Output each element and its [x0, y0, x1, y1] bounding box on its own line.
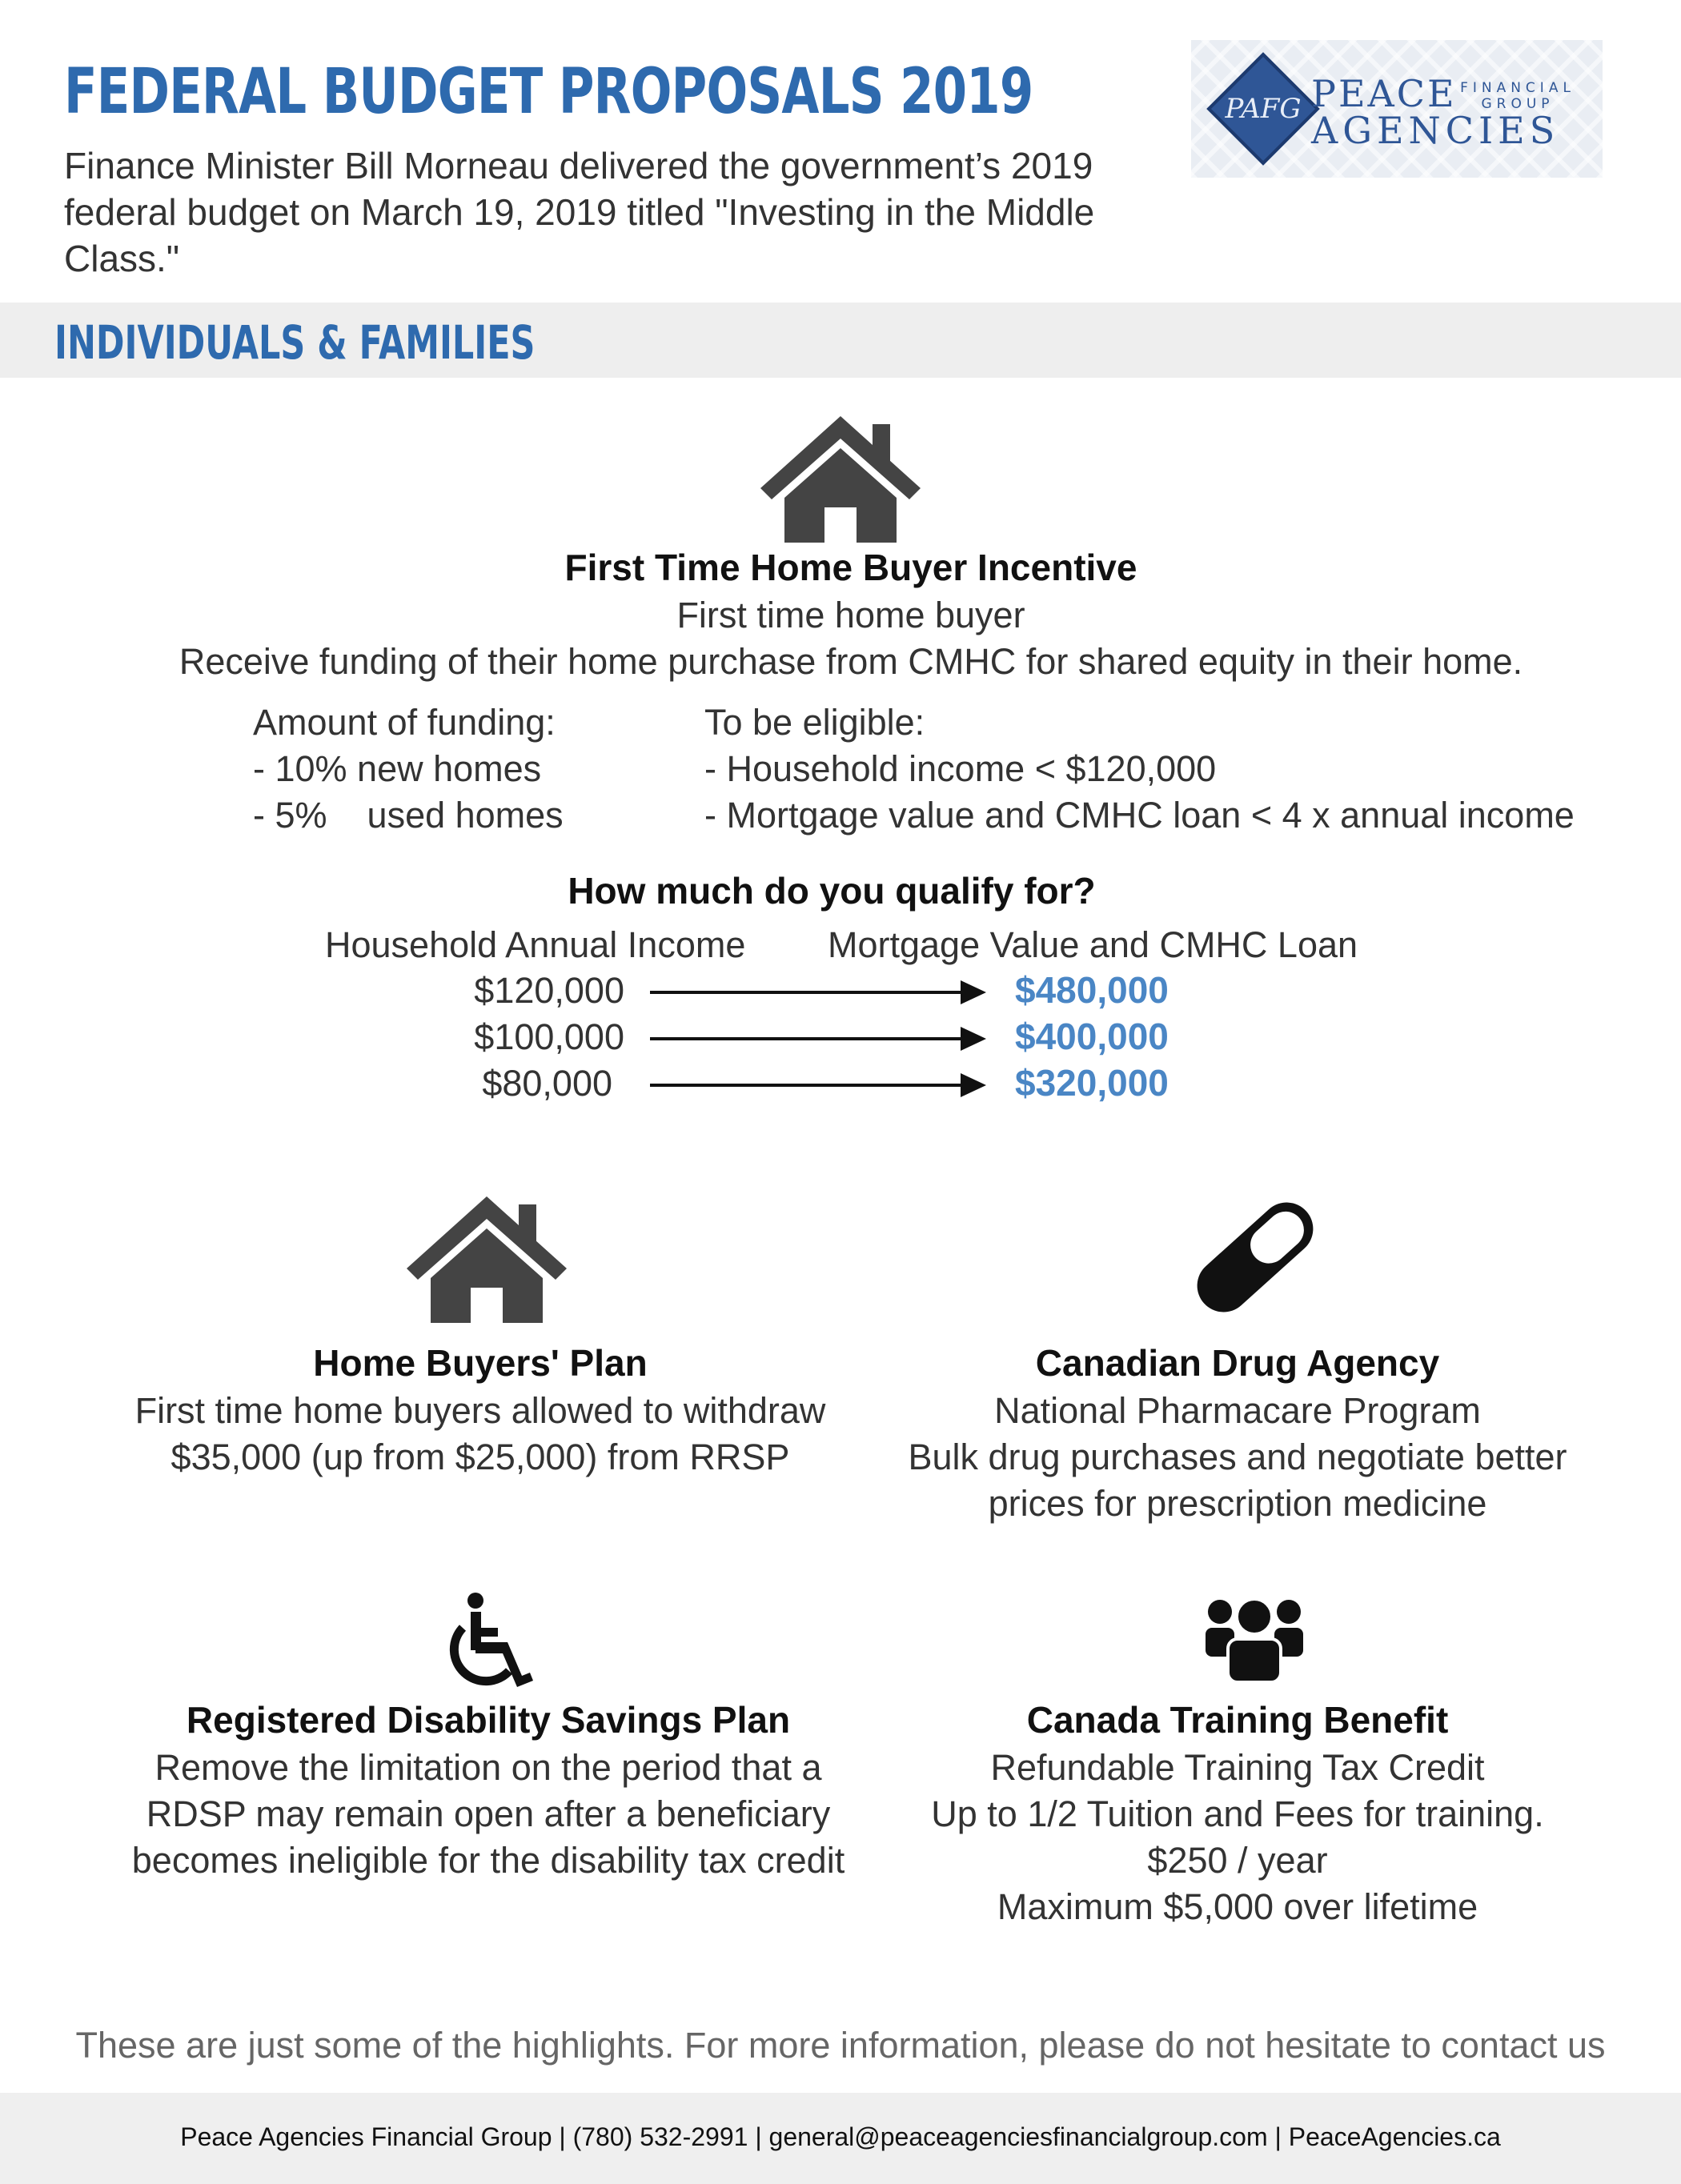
training-heading: Canada Training Benefit [1026, 1699, 1449, 1741]
group-icon [1204, 1596, 1305, 1682]
drug-heading: Canadian Drug Agency [1035, 1342, 1440, 1384]
closing-note: These are just some of the highlights. For more information, please do not hesitate to contact us [75, 2025, 1606, 2066]
rdsp-line: becomes ineligible for the disability tax credit [131, 1840, 845, 1881]
drug-line: National Pharmacare Program [994, 1390, 1481, 1431]
ftb-heading: First Time Home Buyer Incentive [564, 547, 1137, 588]
hbp-heading: Home Buyers' Plan [313, 1342, 648, 1384]
wheelchair-icon [440, 1593, 533, 1689]
rdsp-line: RDSP may remain open after a beneficiary [146, 1793, 831, 1834]
arrow-icon [650, 1037, 962, 1040]
section-title: INDIVIDUALS & FAMILIES [54, 315, 536, 370]
rdsp-heading: Registered Disability Savings Plan [186, 1699, 791, 1741]
eligible-label: To be eligible: [704, 702, 925, 743]
training-line: $250 / year [1147, 1840, 1328, 1881]
qualify-col-mortgage: Mortgage Value and CMHC Loan [828, 924, 1358, 965]
hbp-line: $35,000 (up from $25,000) from RRSP [171, 1437, 790, 1477]
rdsp-line: Remove the limitation on the period that a [154, 1747, 822, 1788]
logo-name-bottom: AGENCIES [1311, 109, 1560, 152]
intro-paragraph: Finance Minister Bill Morneau delivered the government’s 2019 federal budget on March 19, 2019 titled "Investing in the Middle Class." [64, 145, 1095, 279]
qualify-income: $80,000 [482, 1063, 612, 1104]
logo-monogram: PAFG [1225, 93, 1302, 125]
arrow-icon [650, 1084, 962, 1087]
qualify-mortgage: $320,000 [1015, 1062, 1169, 1104]
training-line: Up to 1/2 Tuition and Fees for training. [931, 1793, 1544, 1834]
hbp-line: First time home buyers allowed to withdraw [134, 1390, 826, 1431]
pill-icon [1185, 1191, 1326, 1324]
house-icon [407, 1190, 567, 1326]
funding-item: - 5% used homes [253, 795, 564, 836]
training-line: Maximum $5,000 over lifetime [997, 1886, 1478, 1927]
qualify-heading: How much do you qualify for? [568, 870, 1096, 912]
qualify-mortgage: $480,000 [1015, 969, 1169, 1011]
drug-line: Bulk drug purchases and negotiate better [908, 1437, 1567, 1477]
eligible-item: - Household income < $120,000 [704, 748, 1217, 789]
house-icon [760, 410, 921, 546]
logo-name-small: FINANCIAL GROUP [1460, 80, 1575, 112]
ftb-line1: First time home buyer [676, 595, 1025, 635]
funding-label: Amount of funding: [253, 702, 556, 743]
drug-line: prices for prescription medicine [988, 1483, 1487, 1524]
logo-name-top: PEACE [1311, 72, 1457, 115]
qualify-mortgage: $400,000 [1015, 1016, 1169, 1057]
funding-item: - 10% new homes [253, 748, 542, 789]
arrow-icon [650, 991, 962, 994]
ftb-line2: Receive funding of their home purchase from CMHC for shared equity in their home. [179, 641, 1523, 682]
eligible-item: - Mortgage value and CMHC loan < 4 x annual income [704, 795, 1575, 836]
qualify-income: $100,000 [474, 1016, 624, 1057]
company-logo [1191, 40, 1603, 178]
footer-contact: Peace Agencies Financial Group | (780) 532-2991 | general@peaceagenciesfinancialgroup.com | PeaceAgencies.ca [180, 2122, 1501, 2151]
training-line: Refundable Training Tax Credit [990, 1747, 1485, 1788]
qualify-income: $120,000 [474, 970, 624, 1011]
page-title: FEDERAL BUDGET PROPOSALS 2019 [64, 56, 1033, 128]
qualify-col-income: Household Annual Income [325, 924, 746, 965]
